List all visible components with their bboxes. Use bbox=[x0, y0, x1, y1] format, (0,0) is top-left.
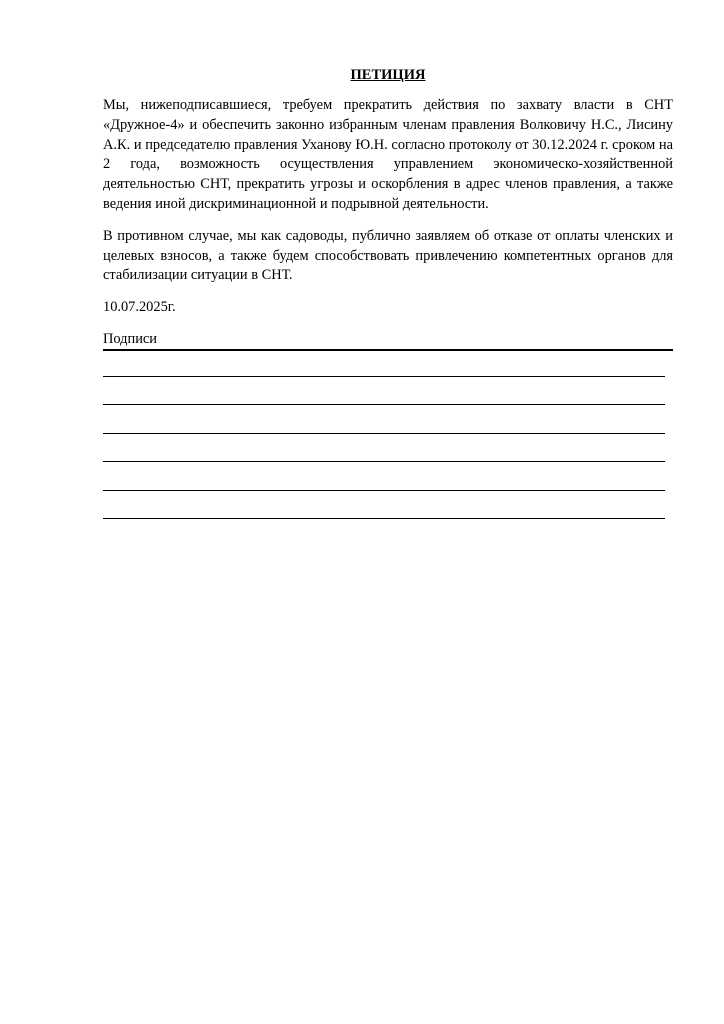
signature-line[interactable] bbox=[103, 420, 665, 449]
signature-line[interactable] bbox=[103, 392, 665, 421]
petition-title: ПЕТИЦИЯ bbox=[350, 67, 426, 83]
petition-warning-paragraph: В противном случае, мы как садоводы, публично заявляем об отказе от оплаты членских и целевых взносов, а также будем способствовать привлечению компетентных органов для стабилизации ситуации в СНТ. bbox=[103, 227, 673, 284]
signature-line[interactable] bbox=[103, 506, 665, 535]
petition-demand-paragraph: Мы, нижеподписавшиеся, требуем прекратить действия по захвату власти в СНТ «Дружное-4» и обеспечить законно избранным членам правления Волковичу Н.С., Лисину А.К. и председателю правления Уханову Ю.Н. согласно протоколу от 30.12.2024 г. сроком на 2 года, возможность осуществления управлением экономическо-хозяйственной деятельностью СНТ, прекратить угрозы и оскорбления в адрес членов правления, а также ведения иной дискриминационной и подрывной деятельности. bbox=[103, 97, 673, 212]
signature-line[interactable] bbox=[103, 363, 665, 392]
petition-date: 10.07.2025г. bbox=[103, 299, 176, 316]
signature-line[interactable] bbox=[103, 477, 665, 506]
signature-line[interactable] bbox=[103, 449, 665, 478]
signature-lines bbox=[103, 363, 673, 534]
petition-page bbox=[103, 66, 673, 534]
signatures-label: Подписи bbox=[103, 330, 673, 351]
